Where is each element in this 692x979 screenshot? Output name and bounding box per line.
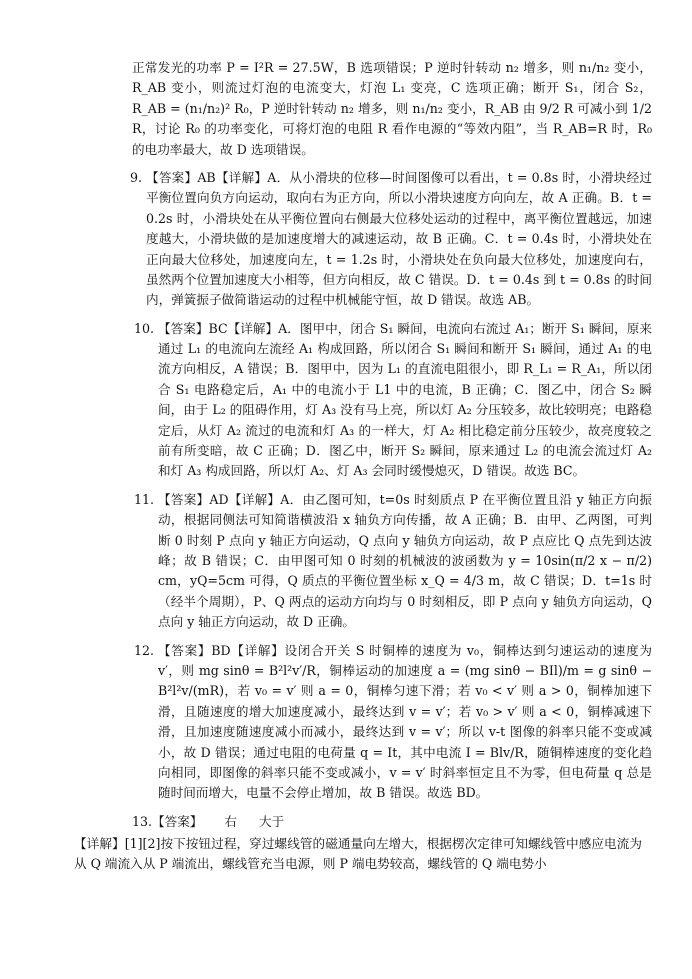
q12-number: 12. xyxy=(133,642,154,658)
q10-number: 10. xyxy=(133,320,154,336)
q11-text: 【答案】AD【详解】A．由乙图可知，t=0s 时刻质点 P 在平衡位置且沿 y 轴正方向振动，根据同侧法可知简谐横波沿 x 轴负方向传播，故 A 正确；B．由甲、乙两图，可判断 0 时刻 P 点向 y 轴正方向运动，Q 点向 y 轴负方向运动，故 P 点应比 Q 点先到达波峰；故 B 错误；C．由甲图可知 0 时刻的机械波的波函数为 y = 10sin(π/2 x − π/2) cm，yQ=5cm 可得，Q 质点的平衡位置坐标 x_Q = 4/3 m，故 C 错误；D．t=1s 时（经半个周期），P、Q 两点的运动方向均与 0 时刻相反，即 P 点向 y 轴负方向运动，Q 点向 y 轴正方向运动，故 D 正确。 xyxy=(158,491,652,630)
q9-number: 9. xyxy=(129,169,142,185)
q13-answer xyxy=(40,812,652,832)
q11-number: 11. xyxy=(133,491,154,507)
q13-blank-2: 大于 xyxy=(259,813,285,829)
q13-detail-text: 【详解】[1][2]按下按钮过程，穿过螺线管的磁通量向左增大，根据楞次定律可知螺线管中感应电流为从 Q 端流入从 P 端流出，螺线管充当电源，则 P 端电势较高，螺线管的 Q 端电势小 xyxy=(74,836,642,872)
q13-blank-1: 右 xyxy=(224,813,237,829)
q9-text: 【答案】AB【详解】A．从小滑块的位移—时间图像可以看出，t = 0.8s 时，小滑块经过平衡位置向负方向运动，取向右为正方向，所以小滑块速度方向向左，故 A 正确。B．t = 0.2s 时，小滑块处在从平衡位置向右侧最大位移处运动的过程中，离平衡位置越远，加速度越大，小滑块做的是加速度增大的减速运动，故 B 正确。C．t = 0.4s 时，小滑块处在正向最大位移处，加速度向左，t = 1.2s 时，小滑块处在负向最大位移处，加速度向右，虽然两个位置加速度大小相等，但方向相反，故 C 错误。D．t = 0.4s 到 t = 0.8s 的时间内，弹簧振子做简谐运动的过程中机械能守恒，故 D 错误。故选 AB。 xyxy=(146,169,652,308)
q10-answer xyxy=(40,319,652,482)
q10-text: 【答案】BC【详解】A．图甲中，闭合 S₁ 瞬间，电流向右流过 A₁；断开 S₁ 瞬间，原来通过 L₁ 的电流向左流经 A₁ 构成回路，所以闭合 S₁ 瞬间和断开 S₁ 瞬间，通过 A₁ 的电流方向相反，A 错误；B．图甲中，因为 L₁ 的直流电阻很小，即 R_L₁ = R_A₁，所以闭合 S₁ 电路稳定后，A₁ 中的电流小于 L1 中的电流，B 正确；C．图乙中，闭合 S₂ 瞬间，由于 L₂ 的阻碍作用，灯 A₃ 没有马上亮，所以灯 A₂ 分压较多，故比较明亮；电路稳定后，从灯 A₂ 流过的电流和灯 A₃ 的一样大，灯 A₂ 相比稳定前分压较少，故亮度较之前有所变暗，故 C 正确；D．图乙中，断开 S₂ 瞬间，原来通过 L₂ 的电流会流过灯 A₂ 和灯 A₃ 构成回路，所以灯 A₂、灯 A₃ 会同时缓慢熄灭，D 错误。故选 BC。 xyxy=(158,320,652,479)
q8-continuation xyxy=(40,58,652,160)
q12-answer xyxy=(40,641,652,804)
q11-answer xyxy=(40,490,652,633)
q13-detail xyxy=(40,834,642,875)
q13-label: 【答案】 xyxy=(152,813,203,829)
q8-continuation-text: 正常发光的功率 P = I²R = 27.5W，B 选项错误；P 逆时针转动 n₂ 增多，则 n₁/n₂ 变小，R_AB 变小，则流过灯泡的电流变大，灯泡 L₁ 变亮，C 选项正确；断开 S₁，闭合 S₂，R_AB = (n₁/n₂)² R₀，P 逆时针转动 n₂ 增多，则 n₁/n₂ 变小，R_AB 由 9/2 R 可减小到 1/2 R，讨论 R₀ 的功率变化，可将灯泡的电阻 R 看作电源的“等效内阻”，当 R_AB=R 时，R₀ 的电功率最大，故 D 选项错误。 xyxy=(132,60,652,157)
q9-answer xyxy=(40,168,652,311)
q12-text: 【答案】BD【详解】设闭合开关 S 时铜棒的速度为 v₀，铜棒达到匀速运动的速度为 v′，则 mg sinθ = B²l²v′/R，铜棒运动的加速度 a = (mg sinθ − BIl)/m = g sinθ − B²l²v/(mR)，若 v₀ = v′ 则 a = 0，铜棒匀速下滑；若 v₀ < v′ 则 a > 0，铜棒加速下滑，且随速度的增大加速度减小，最终达到 v = v′；若 v₀ > v′ 则 a < 0，铜棒减速下滑，且加速度随速度减小而减小，最终达到 v = v′；所以 v-t 图像的斜率只能不变或减小，故 D 错误；通过电阻的电荷量 q = It，其中电流 I = Blv/R，随铜棒速度的变化趋向相同，即图像的斜率只能不变或减小，v = v′ 时斜率恒定且不为零，但电荷量 q 总是随时间而增大，电量不会停止增加，故 B 错误。故选 BD。 xyxy=(158,642,652,801)
q13-number: 13. xyxy=(132,813,153,829)
